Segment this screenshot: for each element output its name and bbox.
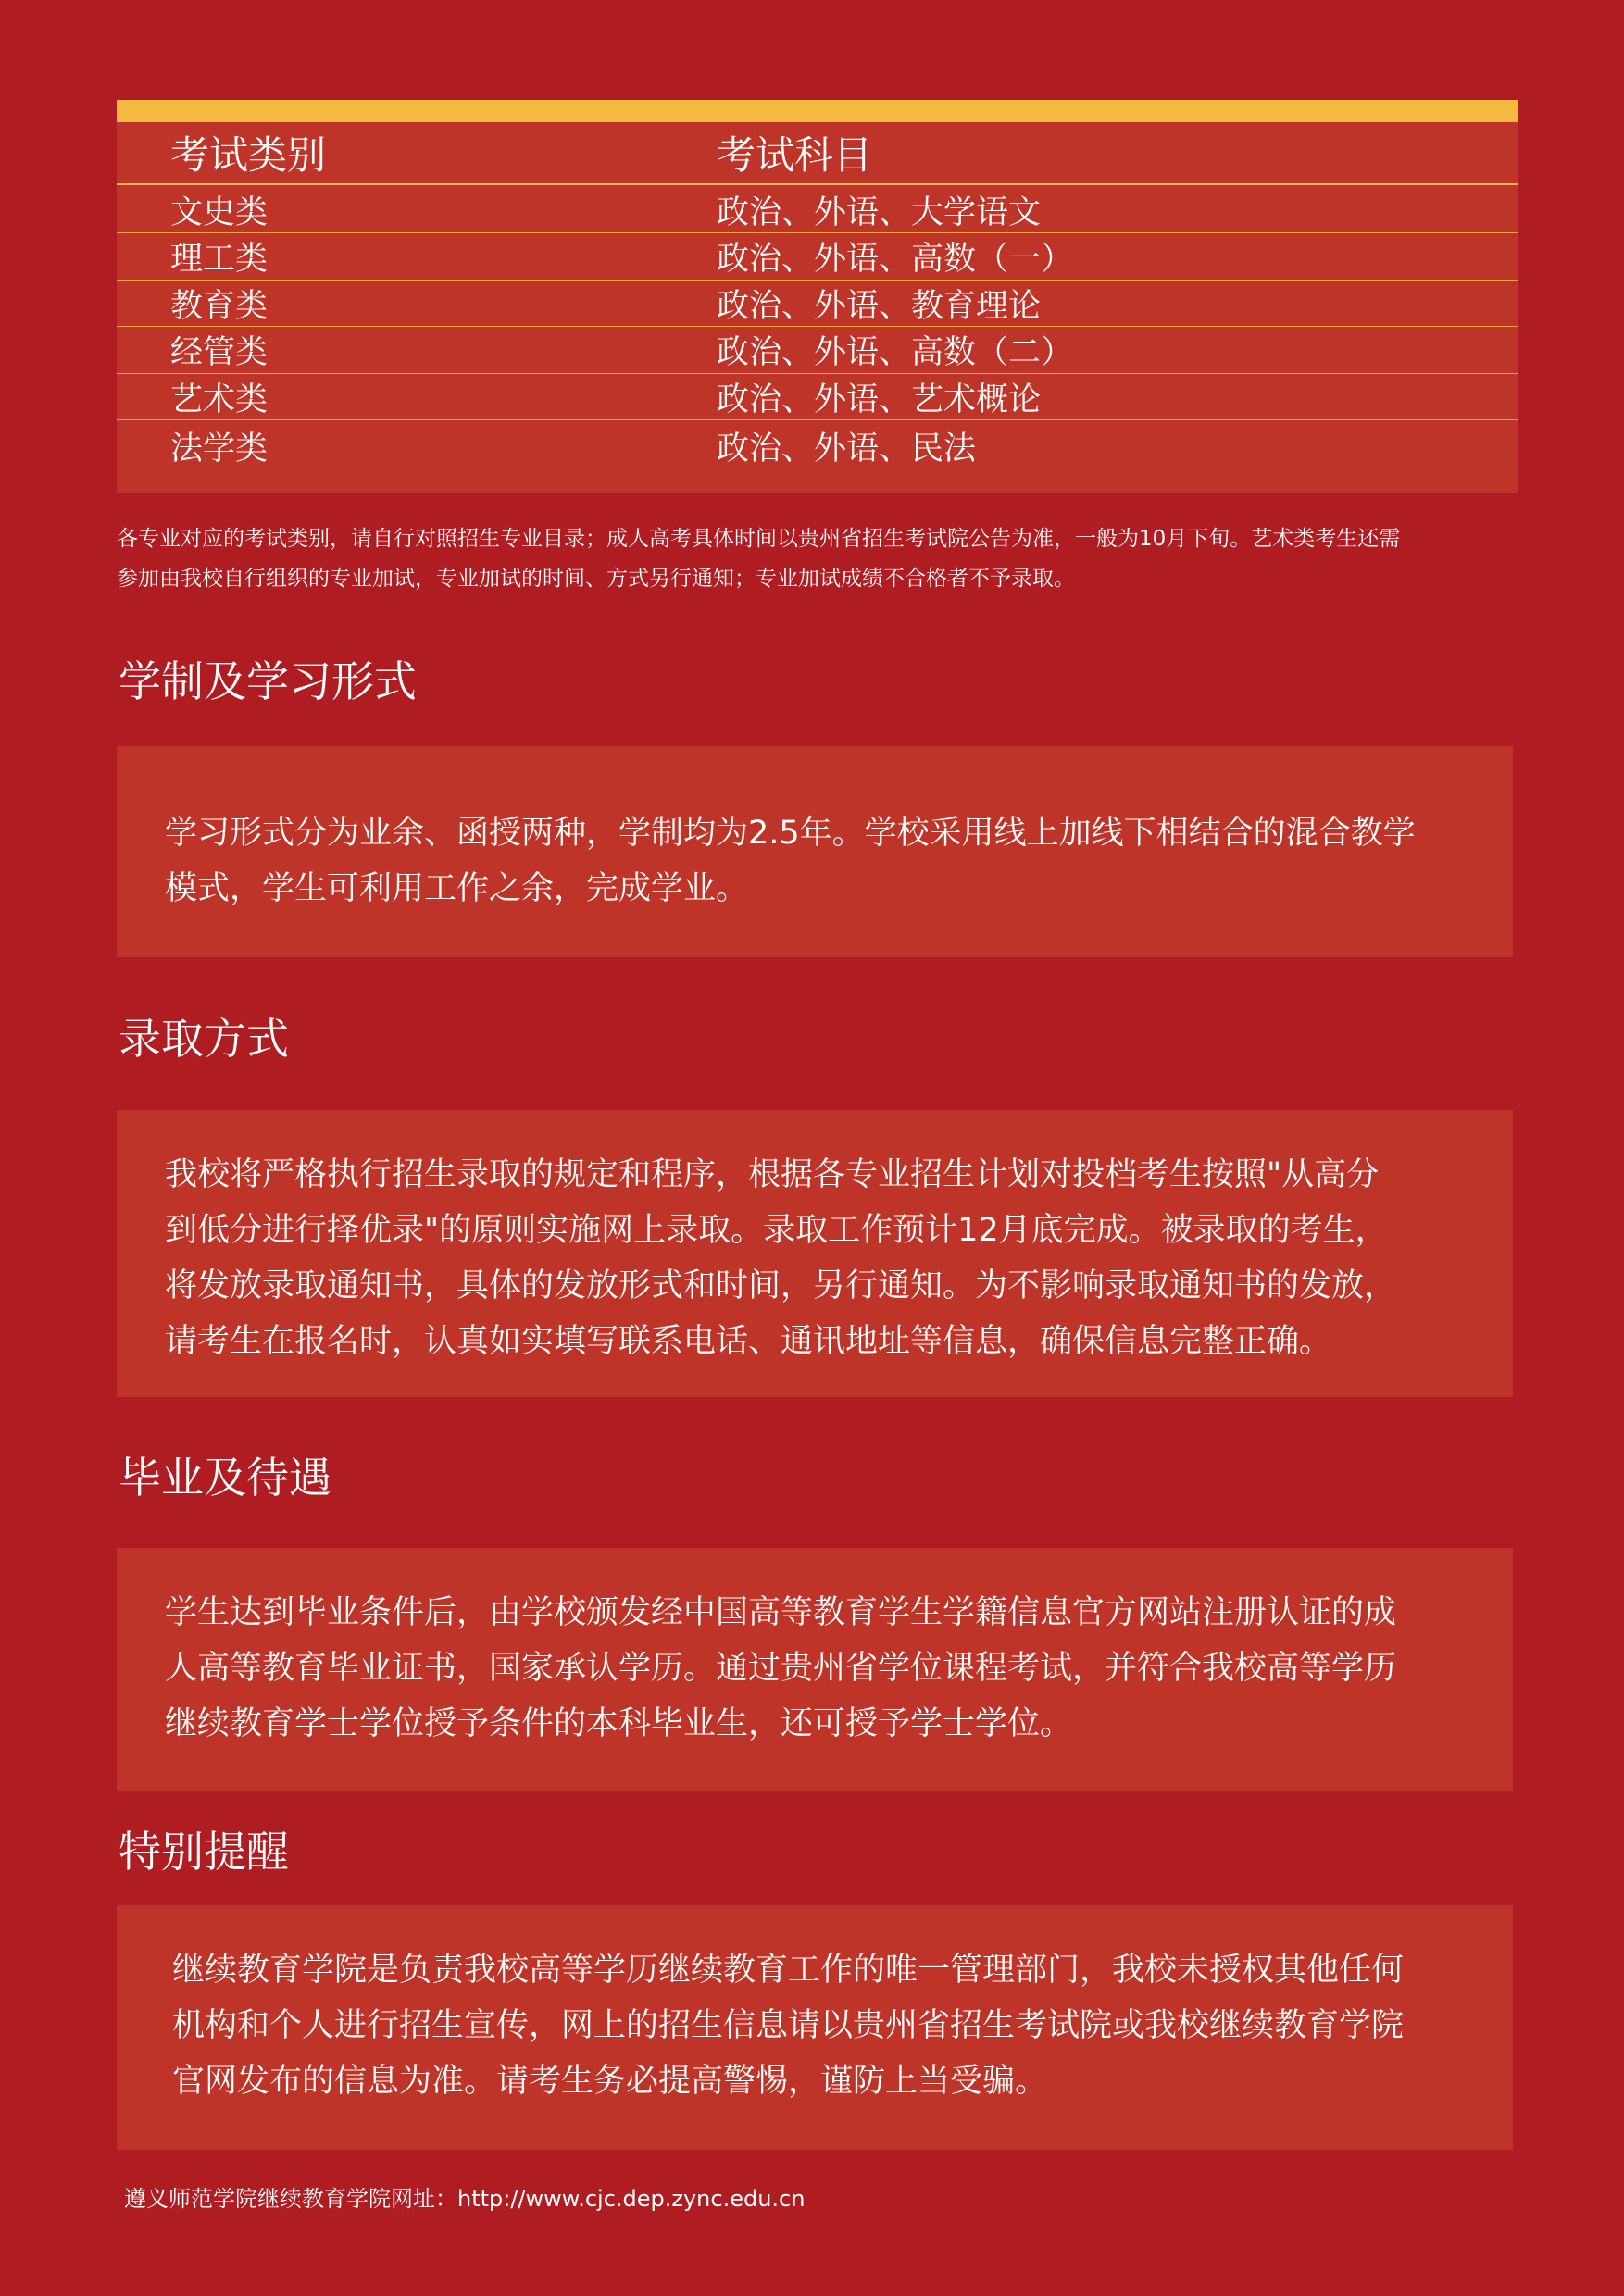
text-line: 将发放录取通知书，具体的发放形式和时间，另行通知。为不影响录取通知书的发放， xyxy=(165,1267,1397,1304)
table-row xyxy=(117,327,1518,374)
website-footer: 遵义师范学院继续教育学院网址：http://www.cjc.dep.zync.edu.cn xyxy=(124,2186,806,2212)
exam-subjects: 政治、外语、高数（一） xyxy=(717,241,1074,278)
note-line: 参加由我校自行组织的专业加试，专业加试的时间、方式另行通知；专业加试成绩不合格者不予录取。 xyxy=(117,567,1075,591)
table-row xyxy=(117,374,1518,420)
text-line: 请考生在报名时，认真如实填写联系电话、通讯地址等信息，确保信息完整正确。 xyxy=(165,1323,1332,1360)
section-title-graduation: 毕业及待遇 xyxy=(119,1453,331,1503)
exam-category: 法学类 xyxy=(170,430,269,468)
exam-subjects: 政治、外语、艺术概论 xyxy=(717,381,1042,418)
text-line: 我校将严格执行招生录取的规定和程序，根据各专业招生计划对投档考生按照"从高分 xyxy=(165,1156,1380,1193)
exam-category: 艺术类 xyxy=(170,381,269,418)
table-header-row xyxy=(117,122,1518,185)
note-line: 各专业对应的考试类别，请自行对照招生专业目录；成人高考具体时间以贵州省招生考试院公告为准，一般为10月下旬。艺术类考生还需 xyxy=(117,527,1401,551)
text-line: 继续教育学院是负责我校高等学历继续教育工作的唯一管理部门，我校未授权其他任何 xyxy=(172,1952,1405,1989)
text-line: 学生达到毕业条件后，由学校颁发经中国高等教育学生学籍信息官方网站注册认证的成 xyxy=(165,1594,1397,1631)
exam-category: 理工类 xyxy=(170,241,269,278)
section-text xyxy=(172,1942,1480,2109)
text-line: 继续教育学士学位授予条件的本科毕业生，还可授予学士学位。 xyxy=(165,1705,1073,1742)
section-box-admission xyxy=(117,1110,1513,1397)
exam-subjects: 政治、外语、高数（二） xyxy=(717,334,1074,371)
exam-subjects: 政治、外语、民法 xyxy=(717,430,977,468)
text-line: 学习形式分为业余、函授两种，学制均为2.5年。学校采用线上加线下相结合的混合教学 xyxy=(165,815,1416,852)
section-title-study-mode: 学制及学习形式 xyxy=(119,656,417,706)
exam-category: 文史类 xyxy=(170,193,269,231)
exam-subjects-table xyxy=(117,100,1518,493)
section-box-graduation xyxy=(117,1548,1513,1791)
text-line: 人高等教育毕业证书，国家承认学历。通过贵州省学位课程考试，并符合我校高等学历 xyxy=(165,1650,1397,1687)
section-title-special-reminder: 特别提醒 xyxy=(119,1827,289,1877)
section-title-admission: 录取方式 xyxy=(119,1014,289,1064)
table-accent-bar xyxy=(117,100,1518,122)
table-row xyxy=(117,281,1518,327)
section-box-special-reminder xyxy=(117,1905,1513,2150)
text-line: 机构和个人进行招生宣传，网上的招生信息请以贵州省招生考试院或我校继续教育学院 xyxy=(172,2007,1405,2044)
table-row xyxy=(117,187,1518,233)
text-line: 官网发布的信息为准。请考生务必提高警惕，谨防上当受骗。 xyxy=(172,2063,1048,2100)
section-text xyxy=(165,805,1480,917)
exam-category: 经管类 xyxy=(170,334,269,371)
table-row xyxy=(117,420,1518,472)
text-line: 到低分进行择优录"的原则实施网上录取。录取工作预计12月底完成。被录取的考生， xyxy=(165,1212,1388,1249)
section-box-study-mode xyxy=(117,746,1513,957)
section-text xyxy=(165,1147,1480,1369)
exam-note xyxy=(117,519,1524,599)
section-text xyxy=(165,1585,1480,1752)
exam-category: 教育类 xyxy=(170,287,269,325)
header-exam-category: 考试类别 xyxy=(170,132,327,178)
header-exam-subjects: 考试科目 xyxy=(717,132,873,178)
text-line: 模式，学生可利用工作之余，完成学业。 xyxy=(165,870,749,907)
exam-subjects: 政治、外语、大学语文 xyxy=(717,193,1042,231)
table-row xyxy=(117,233,1518,281)
exam-subjects: 政治、外语、教育理论 xyxy=(717,287,1042,325)
